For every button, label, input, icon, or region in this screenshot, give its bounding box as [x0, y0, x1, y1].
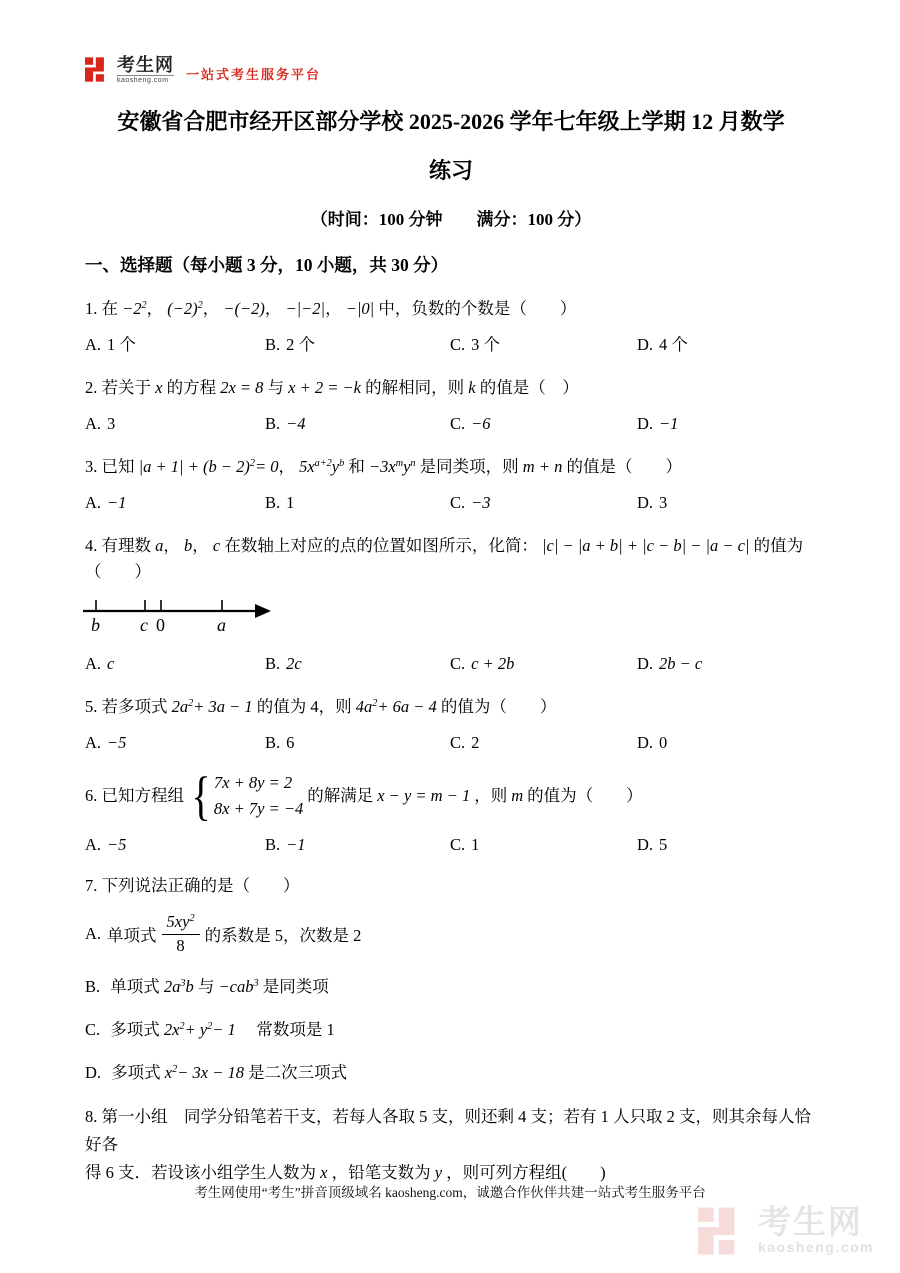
option-d: D. 2b − c [637, 654, 703, 673]
option-d: D. 5 [637, 835, 668, 854]
option-a: A. c [85, 654, 115, 673]
option-a: A. −5 [85, 733, 127, 752]
brand-name: 考生网 [117, 55, 174, 75]
option-a: A. −1 [85, 493, 127, 512]
option-a: A. 1 个 [85, 335, 136, 354]
fraction: $\frac{5xy^2}{8}$ [162, 911, 200, 957]
question-7-stem: 7. 下列说法正确的是（ ） [85, 876, 300, 895]
number-line-axis [81, 595, 281, 623]
brand-domain: kaosheng.com [117, 75, 174, 85]
question-6-stem: 6. 已知方程组 { 7x + 8y = 2 8x + 7y = −4 的解满足 x − y = m − 1 ，则 m 的值为（ ） [85, 766, 643, 826]
question-7-option-d: D. 多项式 $x^2- 3x - 18$ 是二次三项式 [85, 1063, 348, 1082]
question-7-option-c: C. 多项式 $2x^2+ y^2- 1$ 常数项是 1 [85, 1020, 335, 1039]
question-3-stem: 3. 已知 $|a + 1| + (b - 2)^2= 0$， $5x^{a+2}y^b$ 和 $-3x^my^n$ 是同类项，则 m + n 的值是（ ） [85, 457, 682, 476]
paper-time-score: （时间：100 分钟 满分：100 分） [310, 210, 592, 229]
header-brand [85, 56, 321, 85]
section-1-heading: 一、选择题（每小题 3 分，10 小题，共 30 分） [85, 255, 449, 275]
footer-text: 考生网使用“考生”拼音顶级域名 kaosheng.com，诚邀合作伙伴共建一站式考生服务平台 [194, 1185, 706, 1200]
question-8-stem: 8. 第一小组 同学分铅笔若干支，若每人各取 5 支，则还剩 4 支；若有 1 人只取 2 支，则其余每人恰好各 得 6 支．若设该小组学生人数为 x ，铅笔支数为 y ，则可列方程组( ) [85, 1107, 811, 1182]
option-a: A. 3 [85, 414, 116, 433]
question-7-option-a: A. 单项式 $\frac{5xy^2}{8}$ 的系数是 5，次数是 2 [85, 912, 362, 955]
option-c: C. −3 [450, 493, 491, 512]
watermark-logo [698, 1205, 874, 1257]
option-a: A. −5 [85, 835, 127, 854]
equation-system: { 7x + 8y = 2 8x + 7y = −4 [191, 766, 304, 826]
question-5-options [85, 732, 817, 754]
kaosheng-logo-icon [85, 56, 112, 83]
option-b: B. 2c [265, 654, 302, 673]
question-2-options [85, 413, 817, 435]
option-c: C. −6 [450, 414, 491, 433]
question-4-stem: 4. 有理数 a， b， c 在数轴上对应的点的位置如图所示，化简： |c| − |a + b| + |c − b| − |a − c| 的值为（ ） [85, 536, 804, 581]
number-line-figure [81, 595, 301, 645]
question-1-options [85, 334, 817, 356]
option-b: B. 6 [265, 733, 295, 752]
number-line-label-c: c [140, 615, 148, 635]
option-d: D. 3 [637, 493, 668, 512]
question-1-stem: 1. 在 $-2^2$， $(-2)^2$， −(−2)， −|−2|， −|0| 中，负数的个数是（ ） [85, 299, 577, 318]
kaosheng-watermark-icon [698, 1205, 750, 1257]
question-5-stem: 5. 若多项式 $2a^2+ 3a - 1$ 的值为 4，则 $4a^2+ 6a - 4$ 的值为（ ） [85, 697, 557, 716]
question-7-option-b: B. 单项式 $2a^3b$ 与 −cab$^3$ 是同类项 [85, 977, 329, 996]
option-b: B. 2 个 [265, 335, 316, 354]
watermark-name: 考生网 [757, 1203, 863, 1240]
option-d: D. 4 个 [637, 335, 688, 354]
number-line-label-0: 0 [156, 615, 165, 635]
number-line-label-a: a [217, 615, 226, 635]
question-6-options [85, 834, 817, 856]
paper-title-line1: 安徽省合肥市经开区部分学校 2025-2026 学年七年级上学期 12 月数学 [117, 109, 785, 134]
paper-content [85, 106, 817, 1187]
option-b: B. −4 [265, 414, 306, 433]
option-c: C. 1 [450, 835, 480, 854]
number-line-label-b: b [91, 615, 100, 635]
brand-tagline: 一站式考生服务平台 [186, 67, 322, 82]
option-c: C. 3 个 [450, 335, 501, 354]
option-b: B. 1 [265, 493, 295, 512]
option-d: D. 0 [637, 733, 668, 752]
option-c: C. 2 [450, 733, 480, 752]
question-2-stem: 2. 若关于 x 的方程 2x = 8 与 x + 2 = −k 的解相同，则 k 的值是（ ） [85, 378, 579, 397]
question-3-options [85, 492, 817, 514]
paper-title-line2: 练习 [428, 158, 473, 183]
watermark-domain: kaosheng.com [757, 1239, 874, 1255]
question-4-options [85, 653, 817, 675]
option-b: B. −1 [265, 835, 306, 854]
option-d: D. −1 [637, 414, 679, 433]
option-c: C. c + 2b [450, 654, 515, 673]
